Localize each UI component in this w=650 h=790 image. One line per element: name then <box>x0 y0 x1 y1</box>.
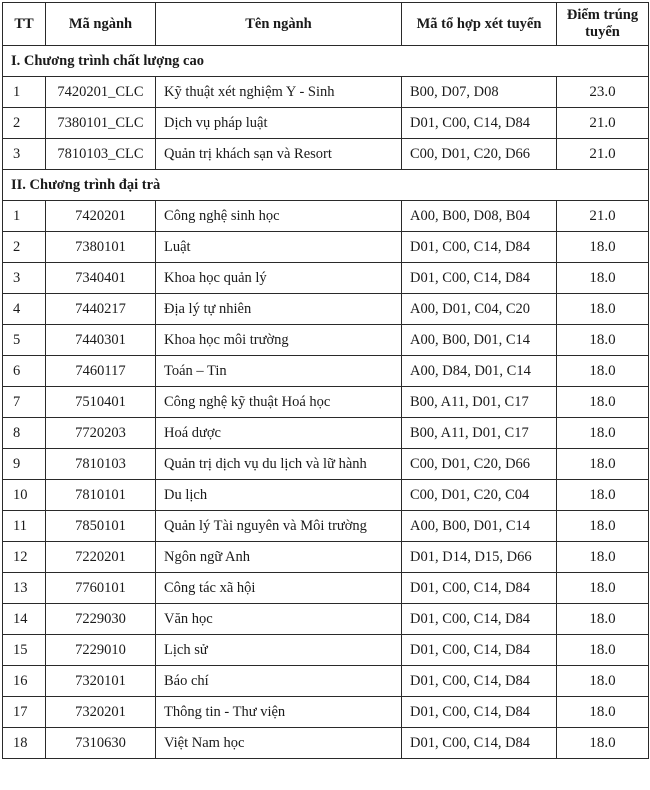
cell-ten-nganh: Hoá dược <box>156 418 402 449</box>
cell-tt: 14 <box>3 604 46 635</box>
section-row <box>3 170 649 201</box>
cell-ten-nganh: Du lịch <box>156 480 402 511</box>
cell-ten-nganh: Báo chí <box>156 666 402 697</box>
cell-ten-nganh: Khoa học môi trường <box>156 325 402 356</box>
cell-ten-nganh: Thông tin - Thư viện <box>156 697 402 728</box>
table-row <box>3 418 649 449</box>
cell-tt: 7 <box>3 387 46 418</box>
table-row <box>3 697 649 728</box>
cell-ten-nganh: Việt Nam học <box>156 728 402 759</box>
cell-tt: 11 <box>3 511 46 542</box>
cell-to-hop: B00, D07, D08 <box>402 77 557 108</box>
cell-ten-nganh: Lịch sử <box>156 635 402 666</box>
cell-to-hop: D01, C00, C14, D84 <box>402 666 557 697</box>
cell-diem: 18.0 <box>557 387 649 418</box>
cell-tt: 1 <box>3 201 46 232</box>
cell-ten-nganh: Công tác xã hội <box>156 573 402 604</box>
table-row <box>3 77 649 108</box>
cell-diem: 18.0 <box>557 604 649 635</box>
cell-ma-nganh: 7760101 <box>46 573 156 604</box>
cell-to-hop: A00, B00, D01, C14 <box>402 325 557 356</box>
cell-diem: 18.0 <box>557 263 649 294</box>
cell-ma-nganh: 7229010 <box>46 635 156 666</box>
cell-ten-nganh: Công nghệ kỹ thuật Hoá học <box>156 387 402 418</box>
table-body <box>3 46 649 759</box>
cell-diem: 18.0 <box>557 449 649 480</box>
header-to-hop: Mã tổ hợp xét tuyển <box>402 3 557 46</box>
cell-ma-nganh: 7440301 <box>46 325 156 356</box>
cell-tt: 2 <box>3 232 46 263</box>
cell-ten-nganh: Kỹ thuật xét nghiệm Y - Sinh <box>156 77 402 108</box>
cell-ma-nganh: 7310630 <box>46 728 156 759</box>
cell-to-hop: D01, D14, D15, D66 <box>402 542 557 573</box>
table-row <box>3 542 649 573</box>
cell-tt: 16 <box>3 666 46 697</box>
table-row <box>3 573 649 604</box>
cell-ten-nganh: Địa lý tự nhiên <box>156 294 402 325</box>
section-title: I. Chương trình chất lượng cao <box>3 46 649 77</box>
cell-diem: 18.0 <box>557 728 649 759</box>
cell-ten-nganh: Dịch vụ pháp luật <box>156 108 402 139</box>
cell-tt: 5 <box>3 325 46 356</box>
cell-to-hop: A00, D01, C04, C20 <box>402 294 557 325</box>
cell-ten-nganh: Khoa học quản lý <box>156 263 402 294</box>
cell-tt: 17 <box>3 697 46 728</box>
cell-ma-nganh: 7810101 <box>46 480 156 511</box>
cell-to-hop: D01, C00, C14, D84 <box>402 728 557 759</box>
table-row <box>3 232 649 263</box>
cell-ten-nganh: Quản lý Tài nguyên và Môi trường <box>156 511 402 542</box>
cell-to-hop: B00, A11, D01, C17 <box>402 387 557 418</box>
table-row <box>3 294 649 325</box>
header-row <box>3 3 649 46</box>
table-row <box>3 201 649 232</box>
cell-ma-nganh: 7810103_CLC <box>46 139 156 170</box>
cell-ten-nganh: Văn học <box>156 604 402 635</box>
cell-ma-nganh: 7810103 <box>46 449 156 480</box>
cell-diem: 18.0 <box>557 480 649 511</box>
document-page <box>0 2 650 790</box>
cell-diem: 18.0 <box>557 635 649 666</box>
cell-to-hop: D01, C00, C14, D84 <box>402 232 557 263</box>
table-row <box>3 108 649 139</box>
cell-ten-nganh: Quản trị khách sạn và Resort <box>156 139 402 170</box>
cell-ma-nganh: 7229030 <box>46 604 156 635</box>
table-row <box>3 604 649 635</box>
cell-diem: 21.0 <box>557 139 649 170</box>
cell-tt: 10 <box>3 480 46 511</box>
cell-ten-nganh: Công nghệ sinh học <box>156 201 402 232</box>
cell-ma-nganh: 7380101_CLC <box>46 108 156 139</box>
cell-tt: 8 <box>3 418 46 449</box>
cell-to-hop: A00, D84, D01, C14 <box>402 356 557 387</box>
cell-diem: 18.0 <box>557 542 649 573</box>
cell-ma-nganh: 7380101 <box>46 232 156 263</box>
table-row <box>3 449 649 480</box>
cell-tt: 4 <box>3 294 46 325</box>
cell-ma-nganh: 7850101 <box>46 511 156 542</box>
cell-ten-nganh: Quản trị dịch vụ du lịch và lữ hành <box>156 449 402 480</box>
section-row <box>3 46 649 77</box>
cell-ten-nganh: Luật <box>156 232 402 263</box>
cell-diem: 18.0 <box>557 573 649 604</box>
header-ten-nganh: Tên ngành <box>156 3 402 46</box>
cell-tt: 3 <box>3 139 46 170</box>
cell-to-hop: D01, C00, C14, D84 <box>402 263 557 294</box>
cell-diem: 18.0 <box>557 697 649 728</box>
cell-to-hop: D01, C00, C14, D84 <box>402 108 557 139</box>
table-row <box>3 325 649 356</box>
cell-ma-nganh: 7340401 <box>46 263 156 294</box>
cell-ma-nganh: 7220201 <box>46 542 156 573</box>
cell-ten-nganh: Ngôn ngữ Anh <box>156 542 402 573</box>
cell-to-hop: C00, D01, C20, D66 <box>402 139 557 170</box>
cell-diem: 23.0 <box>557 77 649 108</box>
section-title: II. Chương trình đại trà <box>3 170 649 201</box>
cell-diem: 21.0 <box>557 201 649 232</box>
table-row <box>3 139 649 170</box>
cell-diem: 18.0 <box>557 325 649 356</box>
cell-ma-nganh: 7420201 <box>46 201 156 232</box>
admission-scores-table <box>2 2 649 759</box>
cell-to-hop: D01, C00, C14, D84 <box>402 697 557 728</box>
cell-tt: 18 <box>3 728 46 759</box>
table-row <box>3 356 649 387</box>
header-tt: TT <box>3 3 46 46</box>
cell-ma-nganh: 7720203 <box>46 418 156 449</box>
cell-ma-nganh: 7510401 <box>46 387 156 418</box>
cell-to-hop: D01, C00, C14, D84 <box>402 635 557 666</box>
cell-ten-nganh: Toán – Tin <box>156 356 402 387</box>
cell-tt: 2 <box>3 108 46 139</box>
cell-ma-nganh: 7320201 <box>46 697 156 728</box>
cell-ma-nganh: 7420201_CLC <box>46 77 156 108</box>
cell-tt: 12 <box>3 542 46 573</box>
cell-to-hop: A00, B00, D08, B04 <box>402 201 557 232</box>
cell-ma-nganh: 7460117 <box>46 356 156 387</box>
cell-to-hop: D01, C00, C14, D84 <box>402 604 557 635</box>
cell-diem: 18.0 <box>557 666 649 697</box>
cell-diem: 18.0 <box>557 418 649 449</box>
table-row <box>3 511 649 542</box>
table-row <box>3 666 649 697</box>
cell-to-hop: C00, D01, C20, C04 <box>402 480 557 511</box>
table-row <box>3 263 649 294</box>
table-row <box>3 480 649 511</box>
cell-diem: 18.0 <box>557 511 649 542</box>
cell-tt: 15 <box>3 635 46 666</box>
cell-tt: 9 <box>3 449 46 480</box>
table-row <box>3 635 649 666</box>
cell-diem: 18.0 <box>557 356 649 387</box>
cell-tt: 1 <box>3 77 46 108</box>
cell-ma-nganh: 7440217 <box>46 294 156 325</box>
cell-to-hop: D01, C00, C14, D84 <box>402 573 557 604</box>
cell-to-hop: A00, B00, D01, C14 <box>402 511 557 542</box>
cell-diem: 18.0 <box>557 232 649 263</box>
header-diem: Điểm trúng tuyển <box>557 3 649 46</box>
cell-diem: 18.0 <box>557 294 649 325</box>
cell-ma-nganh: 7320101 <box>46 666 156 697</box>
table-row <box>3 387 649 418</box>
cell-tt: 3 <box>3 263 46 294</box>
cell-to-hop: C00, D01, C20, D66 <box>402 449 557 480</box>
cell-tt: 6 <box>3 356 46 387</box>
cell-to-hop: B00, A11, D01, C17 <box>402 418 557 449</box>
header-ma-nganh: Mã ngành <box>46 3 156 46</box>
cell-tt: 13 <box>3 573 46 604</box>
cell-diem: 21.0 <box>557 108 649 139</box>
table-row <box>3 728 649 759</box>
